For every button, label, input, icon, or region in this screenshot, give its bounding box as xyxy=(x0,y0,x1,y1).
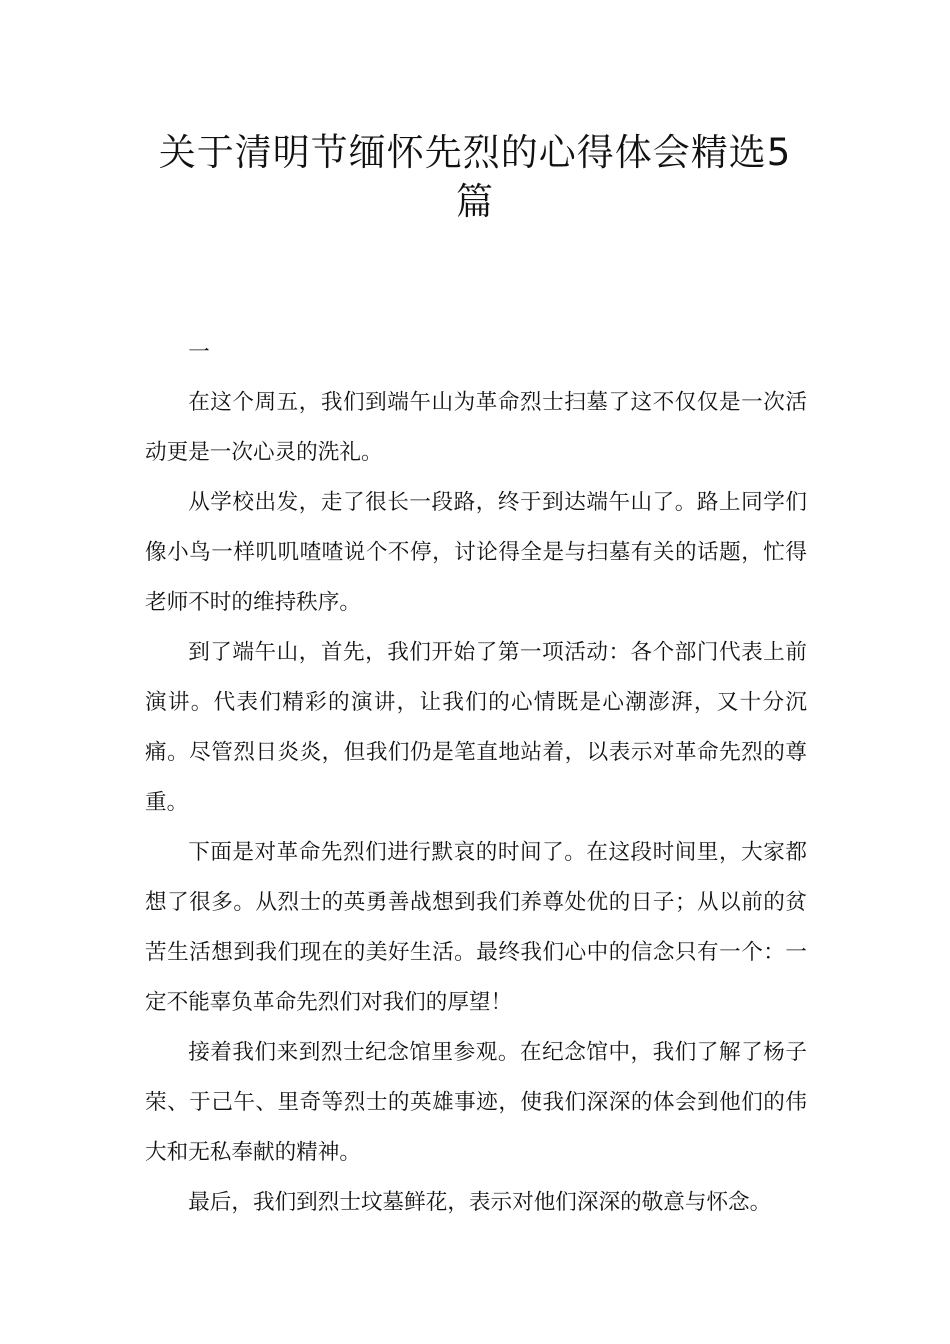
document-title: 关于清明节缅怀先烈的心得体会精选5篇 xyxy=(158,131,792,223)
paragraph: 最后，我们到烈士坟墓鲜花，表示对他们深深的敬意与怀念。 xyxy=(188,1190,772,1215)
paragraph: 到了端午山，首先，我们开始了第一项活动：各个部门代表上前演讲。代表们精彩的演讲，让我们的心情既是心潮澎湃，又十分沉痛。尽管烈日炎炎，但我们仍是笔直地站着，以表示对革命先烈的尊重。 xyxy=(145,640,807,815)
paragraph: 接着我们来到烈士纪念馆里参观。在纪念馆中，我们了解了杨子荣、于己午、里奇等烈士的英雄事迹，使我们深深的体会到他们的伟大和无私奉献的精神。 xyxy=(145,1040,807,1165)
paragraph: 在这个周五，我们到端午山为革命烈士扫墓了这不仅仅是一次活动更是一次心灵的洗礼。 xyxy=(145,390,807,465)
paragraph: 下面是对革命先烈们进行默哀的时间了。在这段时间里，大家都想了很多。从烈士的英勇善战想到我们养尊处优的日子；从以前的贫苦生活想到我们现在的美好生活。最终我们心中的信念只有一个：一定不能辜负革命先烈们对我们的厚望！ xyxy=(145,840,807,1015)
document-body xyxy=(145,328,807,1228)
section-marker: 一 xyxy=(188,340,210,365)
paragraph: 从学校出发，走了很长一段路，终于到达端午山了。路上同学们像小鸟一样叽叽喳喳说个不停，讨论得全是与扫墓有关的话题，忙得老师不时的维持秩序。 xyxy=(145,490,807,615)
